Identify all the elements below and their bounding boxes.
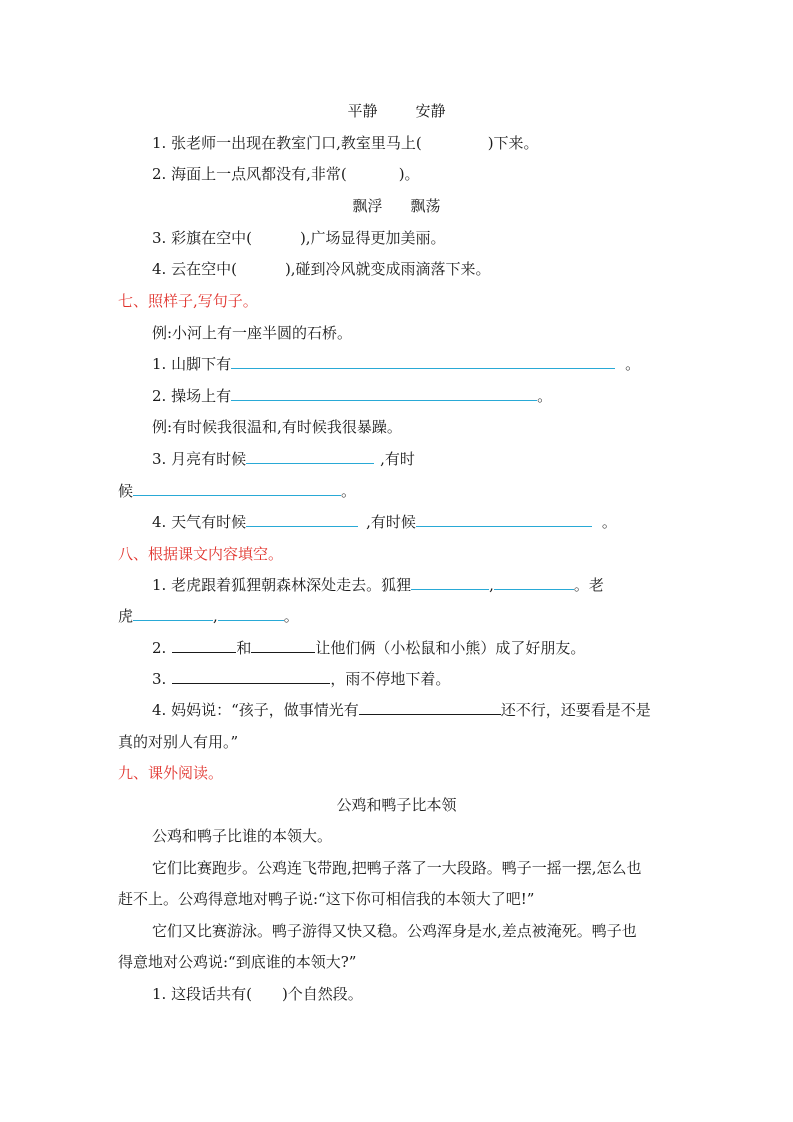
word-pair-2 (0, 195, 793, 217)
sentence-7-3-cont: 候 。 (118, 482, 357, 500)
word-pair-1 (0, 100, 793, 122)
answer-blank[interactable] (133, 605, 213, 621)
story-title: 公鸡和鸭子比本领 (336, 796, 457, 814)
answer-blank[interactable] (218, 605, 284, 621)
sentence-7-3: 3. 月亮有时候 ,有时 (152, 450, 415, 468)
section-heading-7: 七、照样子,写句子。 (118, 292, 258, 310)
answer-blank[interactable] (416, 511, 592, 527)
sentence-8-1-cont: 虎 , 。 (118, 607, 299, 625)
answer-blank[interactable] (172, 668, 330, 684)
question-3: 3. 彩旗在空中( ),广场显得更加美丽。 (152, 229, 446, 247)
answer-blank[interactable] (251, 637, 315, 653)
sentence-8-1: 1. 老虎跟着狐狸朝森林深处走去。狐狸 , 。老 (152, 576, 604, 594)
sentence-8-2: 2. 和 让他们俩（小松鼠和小熊）成了好朋友。 (152, 639, 586, 657)
sentence-7-4: 4. 天气有时候 ,有时候 。 (152, 513, 617, 531)
section-heading-8: 八、根据课文内容填空。 (118, 545, 284, 563)
story-paragraph-2-cont: 赶不上。公鸡得意地对鸭子说:“这下你可相信我的本领大了吧!” (118, 890, 535, 908)
word-option: 飘荡 (410, 197, 441, 215)
sentence-8-3: 3. ，雨不停地下着。 (152, 670, 451, 688)
word-option: 安静 (415, 102, 446, 120)
section-heading-9: 九、课外阅读。 (118, 764, 224, 782)
sentence-8-4-cont: 真的对别人有用。” (118, 733, 239, 751)
answer-blank[interactable] (494, 574, 574, 590)
story-paragraph-3: 它们又比赛游泳。鸭子游得又快又稳。公鸡浑身是水,差点被淹死。鸭子也 (152, 922, 637, 940)
answer-blank[interactable] (231, 385, 537, 401)
answer-blank[interactable] (246, 511, 358, 527)
question-2: 2. 海面上一点风都没有,非常( )。 (152, 165, 420, 183)
sentence-7-2: 2. 操场上有 。 (152, 387, 553, 405)
answer-blank[interactable] (231, 353, 615, 369)
question-4: 4. 云在空中( ),碰到冷风就变成雨滴落下来。 (152, 260, 491, 278)
sentence-8-4: 4. 妈妈说：“孩子，做事情光有 还不行，还要看是不是 (152, 701, 651, 719)
example-1: 例:小河上有一座半圆的石桥。 (152, 324, 353, 342)
answer-blank[interactable] (172, 637, 236, 653)
sentence-7-1: 1. 山脚下有 。 (152, 355, 641, 373)
word-option: 飘浮 (352, 197, 383, 215)
answer-blank[interactable] (133, 480, 341, 496)
question-1: 1. 张老师一出现在教室门口,教室里马上( )下来。 (152, 134, 539, 152)
example-2: 例:有时候我很温和,有时候我很暴躁。 (152, 418, 402, 436)
story-paragraph-1: 公鸡和鸭子比谁的本领大。 (152, 827, 333, 845)
word-option: 平静 (347, 102, 378, 120)
answer-blank[interactable] (411, 574, 489, 590)
story-paragraph-2: 它们比赛跑步。公鸡连飞带跑,把鸭子落了一大段路。鸭子一摇一摆,怎么也 (152, 859, 642, 877)
story-paragraph-3-cont: 得意地对公鸡说:“到底谁的本领大?” (118, 953, 357, 971)
answer-blank[interactable] (246, 448, 374, 464)
reading-question-1: 1. 这段话共有( )个自然段。 (152, 985, 363, 1003)
answer-blank[interactable] (359, 699, 501, 715)
